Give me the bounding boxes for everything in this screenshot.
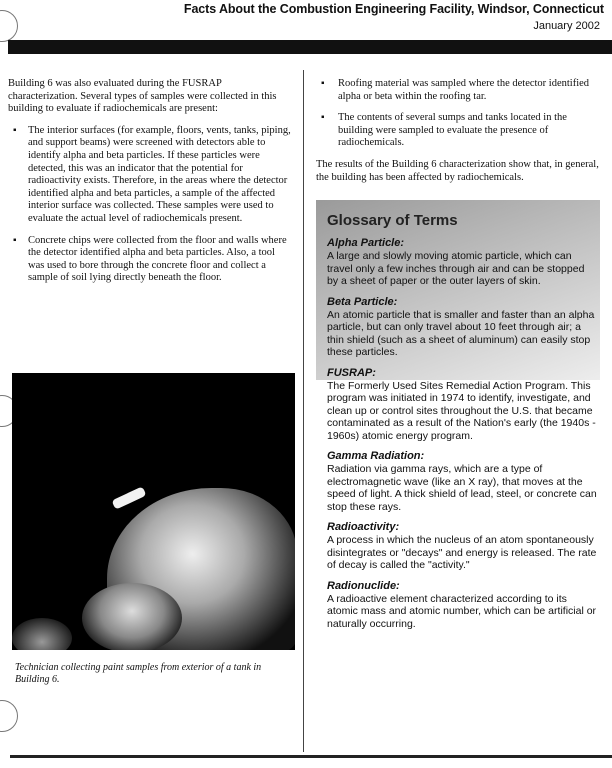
left-column [8,78,291,294]
punch-hole [0,10,18,42]
list-item: ▪ Concrete chips were collected from the floor and walls where the detector identified alpha and beta particles. Also, a tool was used to bore through the concrete floor and collect a sample of soil lying directly beneath the floor. [8,235,291,285]
glossary-terms [327,237,597,630]
photo-caption: Technician collecting paint samples from exterior of a tank in Building 6. [15,662,262,685]
header-rule [8,40,612,54]
sample-list-continued [316,78,600,150]
footer-rule [10,755,612,758]
glossary-definition: A radioactive element characterized according to its atomic mass and atomic number, which can be artificial or naturally occurring. [327,592,597,630]
intro-paragraph: Building 6 was also evaluated during the FUSRAP characterization. Several types of samples were collected in this building to evaluate if radiochemicals are present: [8,78,277,115]
page-title: Facts About the Combustion Engineering Facility, Windsor, Connecticut [183,2,604,16]
glossary-definition: A process in which the nucleus of an atom spontaneously disintegrates or "decays" and energy is released. The rate of decay is called the "activity." [327,534,597,571]
glossary [327,212,597,638]
column-divider [303,70,304,752]
results-paragraph: The results of the Building 6 characterization show that, in general, the building has been affected by radiochemicals. [316,158,599,183]
publication-date: January 2002 [533,20,600,32]
right-column [316,78,600,193]
glossary-title: Glossary of Terms [327,212,458,229]
glossary-term: Gamma Radiation: [327,450,425,462]
technician-photo [12,373,295,650]
glossary-term: FUSRAP: [327,366,376,379]
glossary-definition: A large and slowly moving atomic particle, which can travel only a few inches through air and can be stopped by a sheet of paper or the outer layers of skin. [327,250,585,287]
list-item: ▪ Roofing material was sampled where the detector identified alpha or beta within the roofing tar. [316,78,600,103]
list-item: ▪ The interior surfaces (for example, floors, vents, tanks, piping, and support beams) were screened with detectors able to identify alpha and beta particles. If these particles were detected, this was an indicator that the potential for radioactivity exists. Therefore, in the areas where the detector identified alpha and beta particles, a sample of the affected interior surface was collected. These samples were used to evaluate the actual level of radiochemicals present. [8,125,291,226]
glossary-term: Alpha Particle: [327,237,405,249]
punch-hole [0,700,18,732]
glossary-definition: The Formerly Used Sites Remedial Action Program. This program was initiated in 1974 to identify, investigate, and clean up or control sites throughout the U.S. that became contaminated as a result of the Nation's early (the 1940s - 1960s) atomic energy program. [327,379,596,442]
glossary-definition: An atomic particle that is smaller and faster than an alpha particle, but can only travel about 10 feet through air; a thin shield (such as a sheet of aluminum) can easily stop these particles. [327,308,595,358]
list-item: ▪ The contents of several sumps and tanks located in the building were sampled to evaluate the presence of radiochemicals. [316,112,600,150]
glossary-term: Radioactivity: [327,521,400,533]
glossary-term: Beta Particle: [327,295,398,308]
glossary-definition: Radiation via gamma rays, which are a type of electromagnetic wave (like an X ray), that moves at the speed of light. A thick shield of lead, steel, or concrete can stop these rays. [327,463,597,513]
glossary-term: Radionuclide: [327,579,400,592]
sample-list [8,125,291,285]
